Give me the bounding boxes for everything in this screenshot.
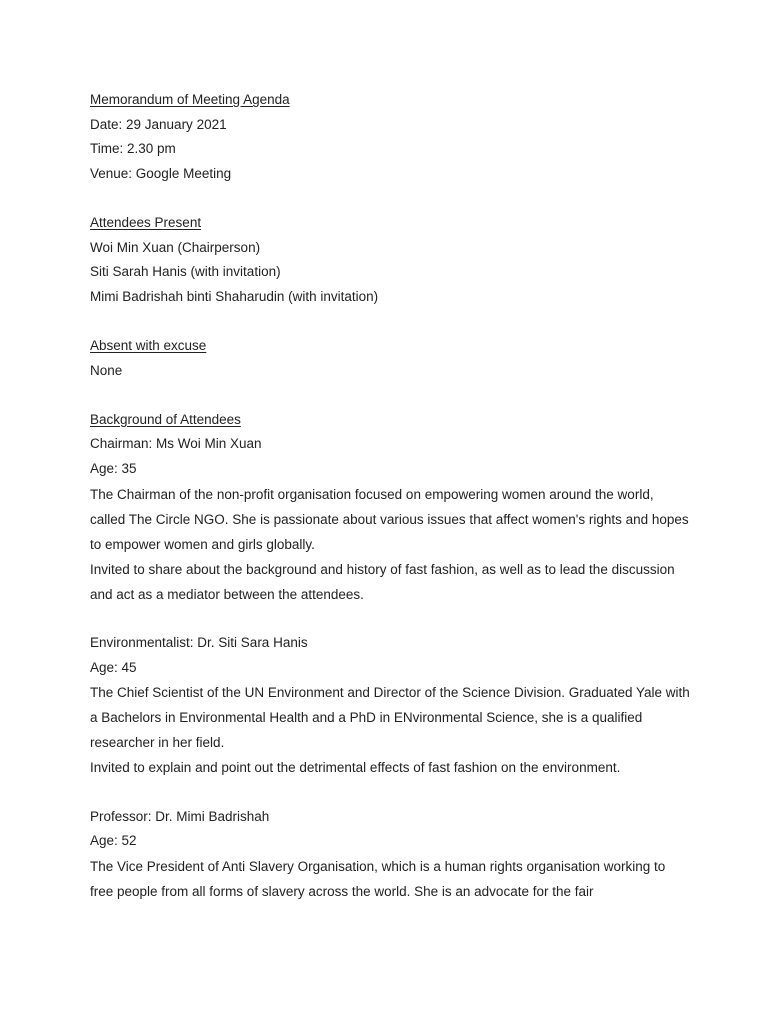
spacer [90, 309, 690, 334]
chairman-age: Age: 35 [90, 460, 137, 476]
environmentalist-role: Invited to explain and point out the detrimental effects of fast fashion on the environment. [90, 760, 621, 776]
environmentalist-description: The Chief Scientist of the UN Environment and Director of the Science Division. Graduated Yale with a Bachelors in Environmental Health and a PhD in ENvironmental Science, she is a qualified researcher in her field. [90, 685, 690, 751]
memo-time: Time: 2.30 pm [90, 141, 176, 157]
memo-venue: Venue: Google Meeting [90, 165, 232, 181]
environmentalist-age: Age: 45 [90, 659, 137, 675]
spacer [90, 607, 690, 632]
memo-date: Date: 29 January 2021 [90, 116, 227, 132]
memo-title: Memorandum of Meeting Agenda [90, 92, 290, 107]
attendee-item: Woi Min Xuan (Chairperson) [90, 239, 261, 255]
attendee-item: Siti Sarah Hanis (with invitation) [90, 264, 281, 280]
spacer [90, 780, 690, 805]
professor-description: The Vice President of Anti Slavery Organisation, which is a human rights organisation working to free people from all forms of slavery across the world. She is an advocate for the fair [90, 859, 666, 900]
professor-age: Age: 52 [90, 833, 137, 849]
absent-value: None [90, 362, 123, 378]
chairman-description: The Chairman of the non-profit organisation focused on empowering women around the world, called The Circle NGO. She is passionate about various issues that affect women's rights and hopes to empower women and girls globally. [90, 486, 689, 552]
environmentalist-title: Environmentalist: Dr. Siti Sara Hanis [90, 635, 308, 651]
chairman-title: Chairman: Ms Woi Min Xuan [90, 436, 262, 452]
spacer [90, 383, 690, 408]
professor-title: Professor: Dr. Mimi Badrishah [90, 808, 270, 824]
absent-heading: Absent with excuse [90, 337, 207, 353]
attendee-item: Mimi Badrishah binti Shaharudin (with invitation) [90, 288, 379, 304]
memo-body [90, 88, 690, 904]
background-heading: Background of Attendees [90, 411, 241, 427]
attendees-heading: Attendees Present [90, 214, 202, 230]
spacer [90, 186, 690, 211]
chairman-role: Invited to share about the background and history of fast fashion, as well as to lead the discussion and act as a mediator between the attendees. [90, 561, 675, 602]
